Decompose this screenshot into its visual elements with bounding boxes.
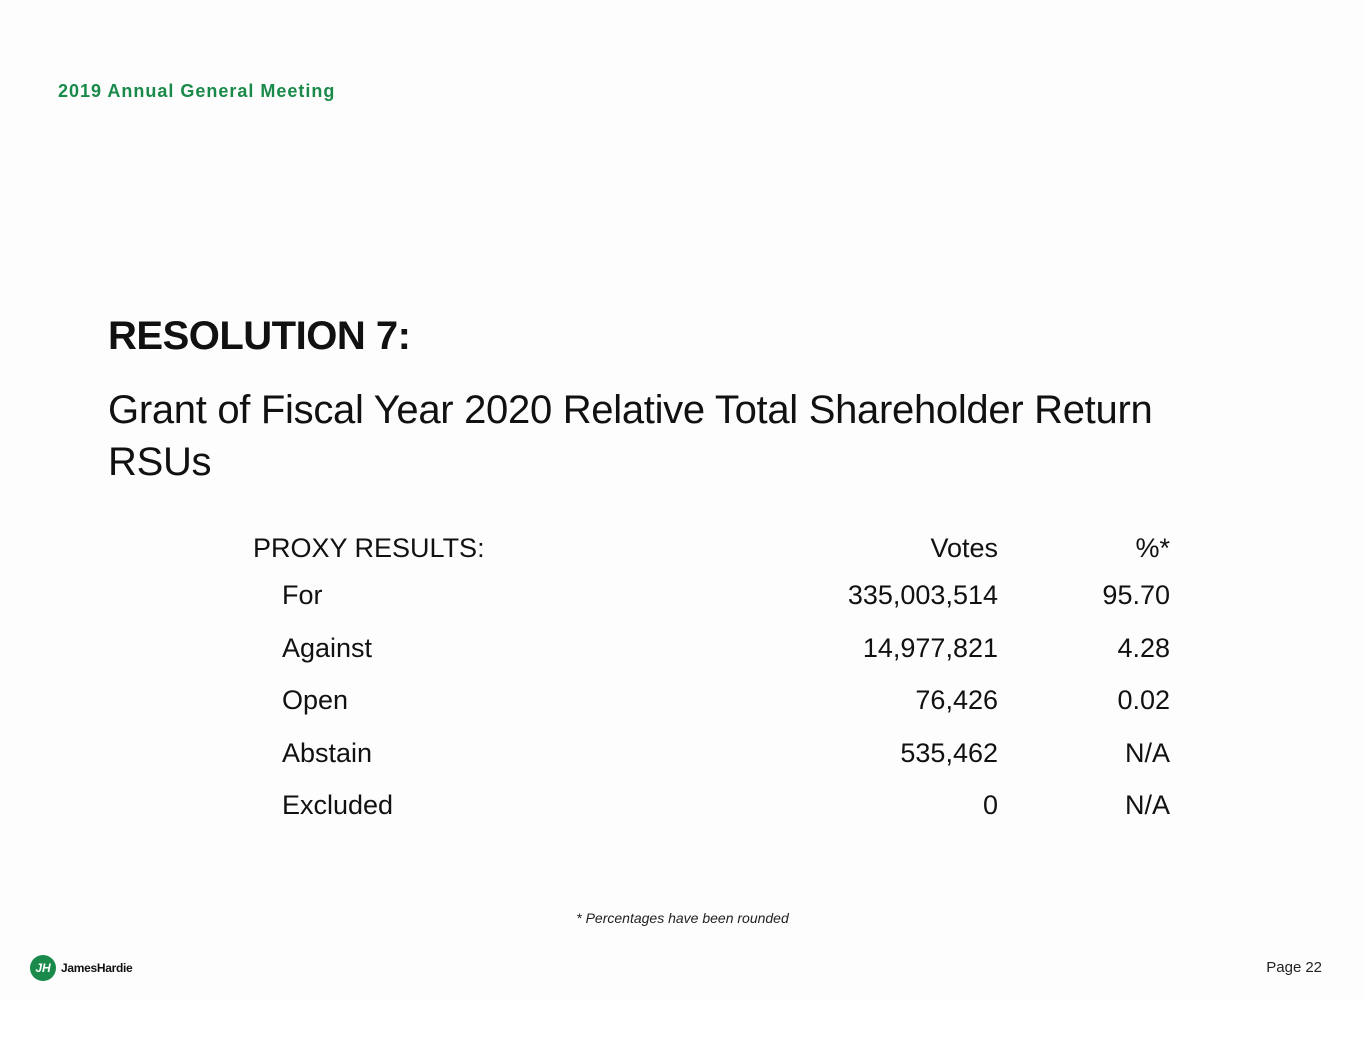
logo-text: JamesHardie [61, 961, 133, 975]
page-number [1266, 959, 1322, 976]
meeting-header: 2019 Annual General Meeting [58, 81, 336, 101]
row-percent: N/A [1124, 737, 1170, 768]
logo-mark-icon: JH [30, 955, 56, 981]
votes-column-header: Votes [930, 533, 998, 563]
row-label: Open [282, 685, 349, 715]
row-label: Against [282, 632, 373, 663]
resolution-title: RESOLUTION 7: [108, 314, 411, 358]
row-percent: 0.02 [1117, 685, 1170, 715]
row-votes: 14,977,821 [862, 632, 998, 663]
row-votes: 0 [982, 790, 998, 820]
proxy-results-label: PROXY RESULTS: [253, 533, 485, 563]
results-header-row [253, 533, 1173, 580]
results-row-for [253, 580, 1173, 633]
proxy-results-table [253, 533, 1173, 843]
results-row-abstain [253, 738, 1173, 791]
resolution-subtitle: Grant of Fiscal Year 2020 Relative Total Shareholder Return RSUs [108, 388, 1153, 484]
row-label: Excluded [282, 790, 394, 820]
row-votes: 335,003,514 [847, 580, 998, 610]
page-number-value: 22 [1305, 959, 1322, 976]
results-row-open [253, 685, 1173, 738]
row-label: For [282, 580, 323, 610]
percent-column-header: %* [1135, 533, 1170, 563]
row-label: Abstain [282, 737, 373, 768]
results-row-against [253, 633, 1173, 686]
row-votes: 535,462 [900, 737, 998, 768]
row-percent: 95.70 [1102, 580, 1170, 610]
footnote: * Percentages have been rounded [576, 910, 789, 926]
results-row-excluded [253, 790, 1173, 843]
row-percent: N/A [1124, 790, 1170, 820]
page-label: Page [1266, 959, 1302, 976]
row-votes: 76,426 [915, 685, 998, 715]
row-percent: 4.28 [1117, 632, 1170, 663]
james-hardie-logo [30, 954, 132, 982]
